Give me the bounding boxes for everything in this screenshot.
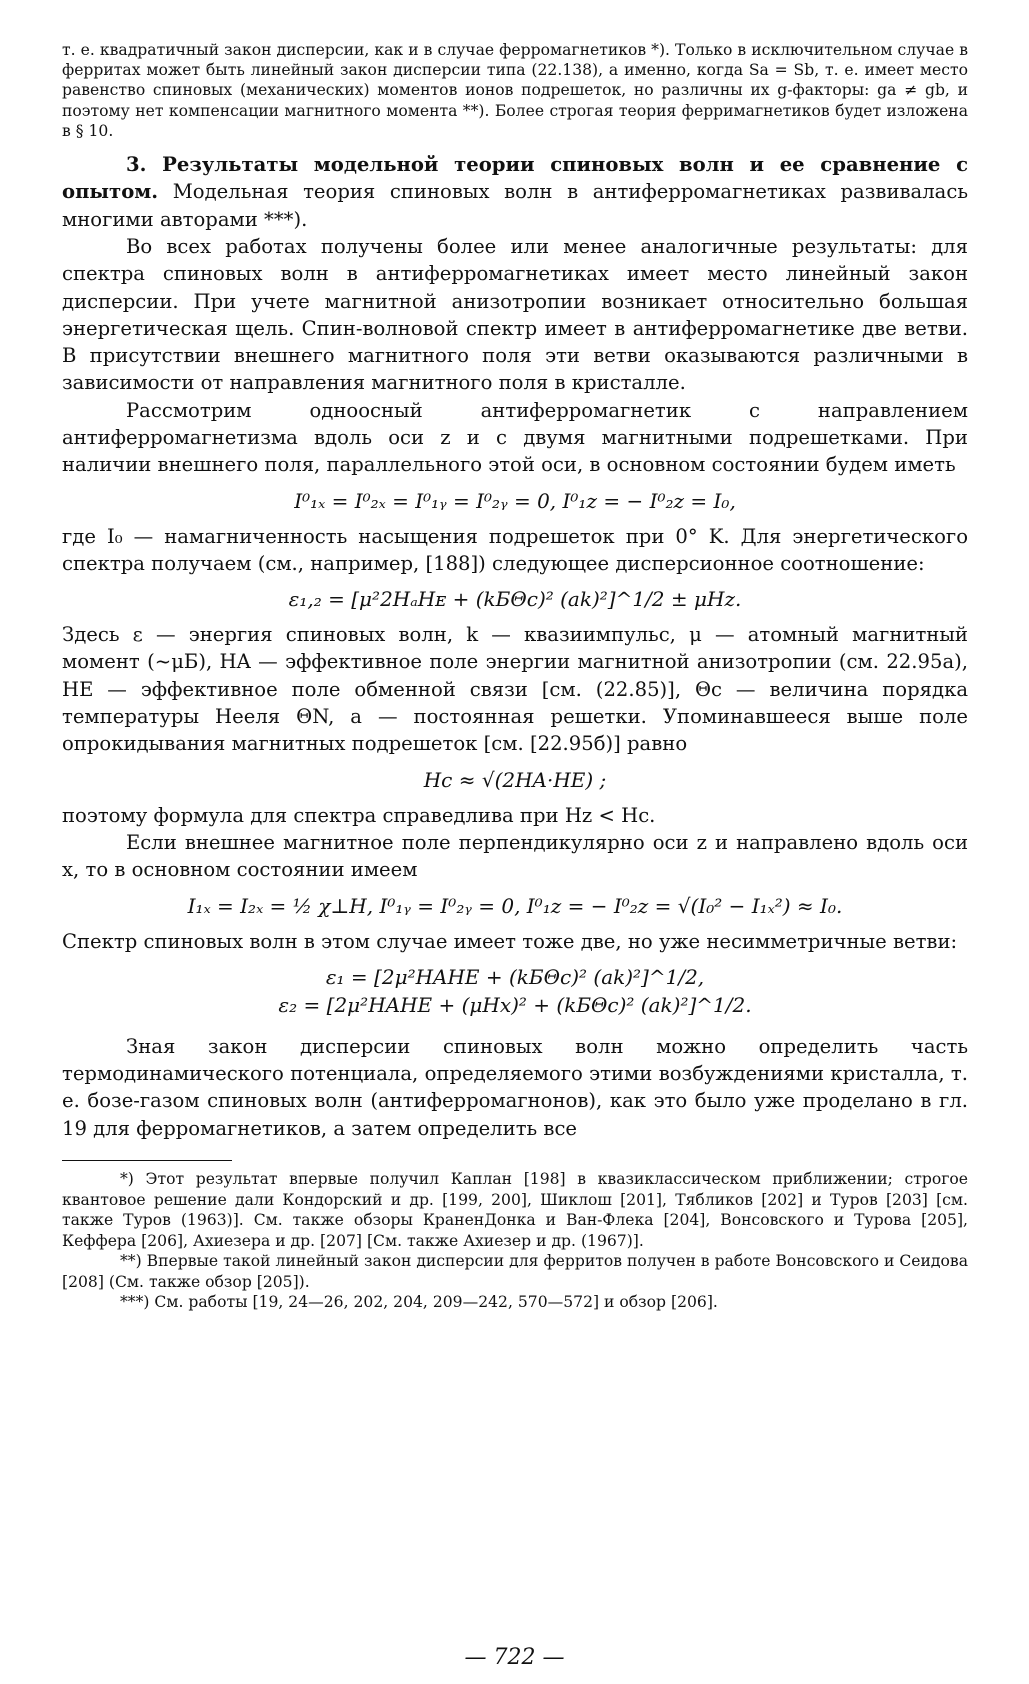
paragraph-8: Спектр спиновых волн в этом случае имеет тоже две, но уже несимметричные ветви: bbox=[62, 929, 958, 953]
equation-5: ε₁ = [2μ²HAHE + (kБΘс)² (ak)²]^1/2, bbox=[325, 964, 705, 989]
footnote-2: **) Впервые такой линейный закон дисперсии для ферритов получен в работе Вонсовского и Сеидова [208] (См. также обзор [205]). bbox=[62, 1252, 968, 1291]
equation-1: I⁰₁ₓ = I⁰₂ₓ = I⁰₁ᵧ = I⁰₂ᵧ = 0, I⁰₁z = − I⁰₂z = I₀, bbox=[294, 488, 736, 513]
paragraph-4: где I₀ — намагниченность насыщения подрешеток при 0° K. Для энергетического спектра получаем (см., например, [188]) следующее дисперсионное соотношение: bbox=[62, 524, 968, 575]
paragraph-6: поэтому формула для спектра справедлива при Hz < Hс. bbox=[62, 803, 656, 827]
paragraph-2: Во всех работах получены более или менее аналогичные результаты: для спектра спиновых волн в антиферромагнетиках имеет место линейный закон дисперсии. При учете магнитной анизотропии возникает относительно большая энергетическая щель. Спин-волновой спектр имеет в антиферромагнетике две ветви. В присутствии внешнего магнитного поля эти ветви оказываются различными в зависимости от направления магнитного поля в кристалле. bbox=[62, 234, 968, 395]
intro-paragraph: т. е. квадратичный закон дисперсии, как и в случае ферромагнетиков *). Только в исключительном случае в ферритах может быть линейный закон дисперсии типа (22.138), а именно, когда Sa = Sb, т. е. имеет место равенство спиновых (механических) моментов ионов подрешеток, но различны их g-факторы: ga ≠ gb, и поэтому нет компенсации магнитного момента **). Более строгая теория ферримагнетиков будет изложена в § 10. bbox=[62, 41, 968, 140]
paragraph-5: Здесь ε — энергия спиновых волн, k — квазиимпульс, μ — атомный магнитный момент (~μБ), HA — эффективное поле энергии магнитной анизотропии (см. 22.95а), HE — эффективное поле обменной связи [см. (22.85)], Θс — величина порядка температуры Нееля ΘN, a — постоянная решетки. Упоминавшееся выше поле опрокидывания магнитных подрешеток [см. [22.95б)] равно bbox=[62, 623, 968, 756]
equation-3: Hс ≈ √(2HA·HE) ; bbox=[423, 767, 607, 792]
paragraph-3: Рассмотрим одноосный антиферромагнетик с направлением антиферромагнетизма вдоль оси z и с двумя магнитными подрешетками. При наличии внешнего поля, параллельного этой оси, в основном состоянии будем иметь bbox=[62, 398, 968, 477]
equation-6: ε₂ = [2μ²HAHE + (μHx)² + (kБΘс)² (ak)²]^1/2. bbox=[278, 992, 752, 1017]
section-heading: 3. Результаты модельной теории спиновых волн и ее сравнение с опытом. bbox=[62, 153, 968, 204]
equation-4: I₁ₓ = I₂ₓ = ½ χ⊥H, I⁰₁ᵧ = I⁰₂ᵧ = 0, I⁰₁z = − I⁰₂z = √(I₀² − I₁ₓ²) ≈ I₀. bbox=[187, 893, 843, 918]
page-number: — 722 — bbox=[464, 1645, 565, 1670]
paragraph-7: Если внешнее магнитное поле перпендикулярно оси z и направлено вдоль оси x, то в основном состоянии имеем bbox=[62, 830, 968, 882]
page-content bbox=[62, 40, 968, 1313]
footnote-1: *) Этот результат впервые получил Каплан [198] в квазиклассическом приближении; строгое квантовое решение дали Кондорский и др. [199, 200], Шиклош [201], Тябликов [202] и Туров [203] [см. также Туров (1963)]. См. также обзоры КраненДонка и Ван-Флека [204], Вонсовского и Турова [205], Кеффера [206], Ахиезера и др. [207] [См. также Ахиезер и др. (1967)]. bbox=[62, 1170, 968, 1250]
paragraph-9: Зная закон дисперсии спиновых волн можно определить часть термодинамического потенциала, определяемого этими возбуждениями кристалла, т. е. бозе-газом спиновых волн (антиферромагнонов), как это было уже проделано в гл. 19 для ферромагнетиков, а затем определить все bbox=[62, 1034, 968, 1140]
footnote-3: ***) См. работы [19, 24—26, 202, 204, 209—242, 570—572] и обзор [206]. bbox=[120, 1293, 718, 1312]
section-paragraph bbox=[62, 151, 968, 233]
footnote-divider bbox=[62, 1160, 232, 1161]
section-start: Модельная теория спиновых волн в антиферромагнетиках развивалась многими авторами ***). bbox=[62, 180, 968, 231]
equation-2: ε₁,₂ = [μ²2HₐHᴇ + (kБΘс)² (ak)²]^1/2 ± μHz. bbox=[288, 587, 742, 612]
